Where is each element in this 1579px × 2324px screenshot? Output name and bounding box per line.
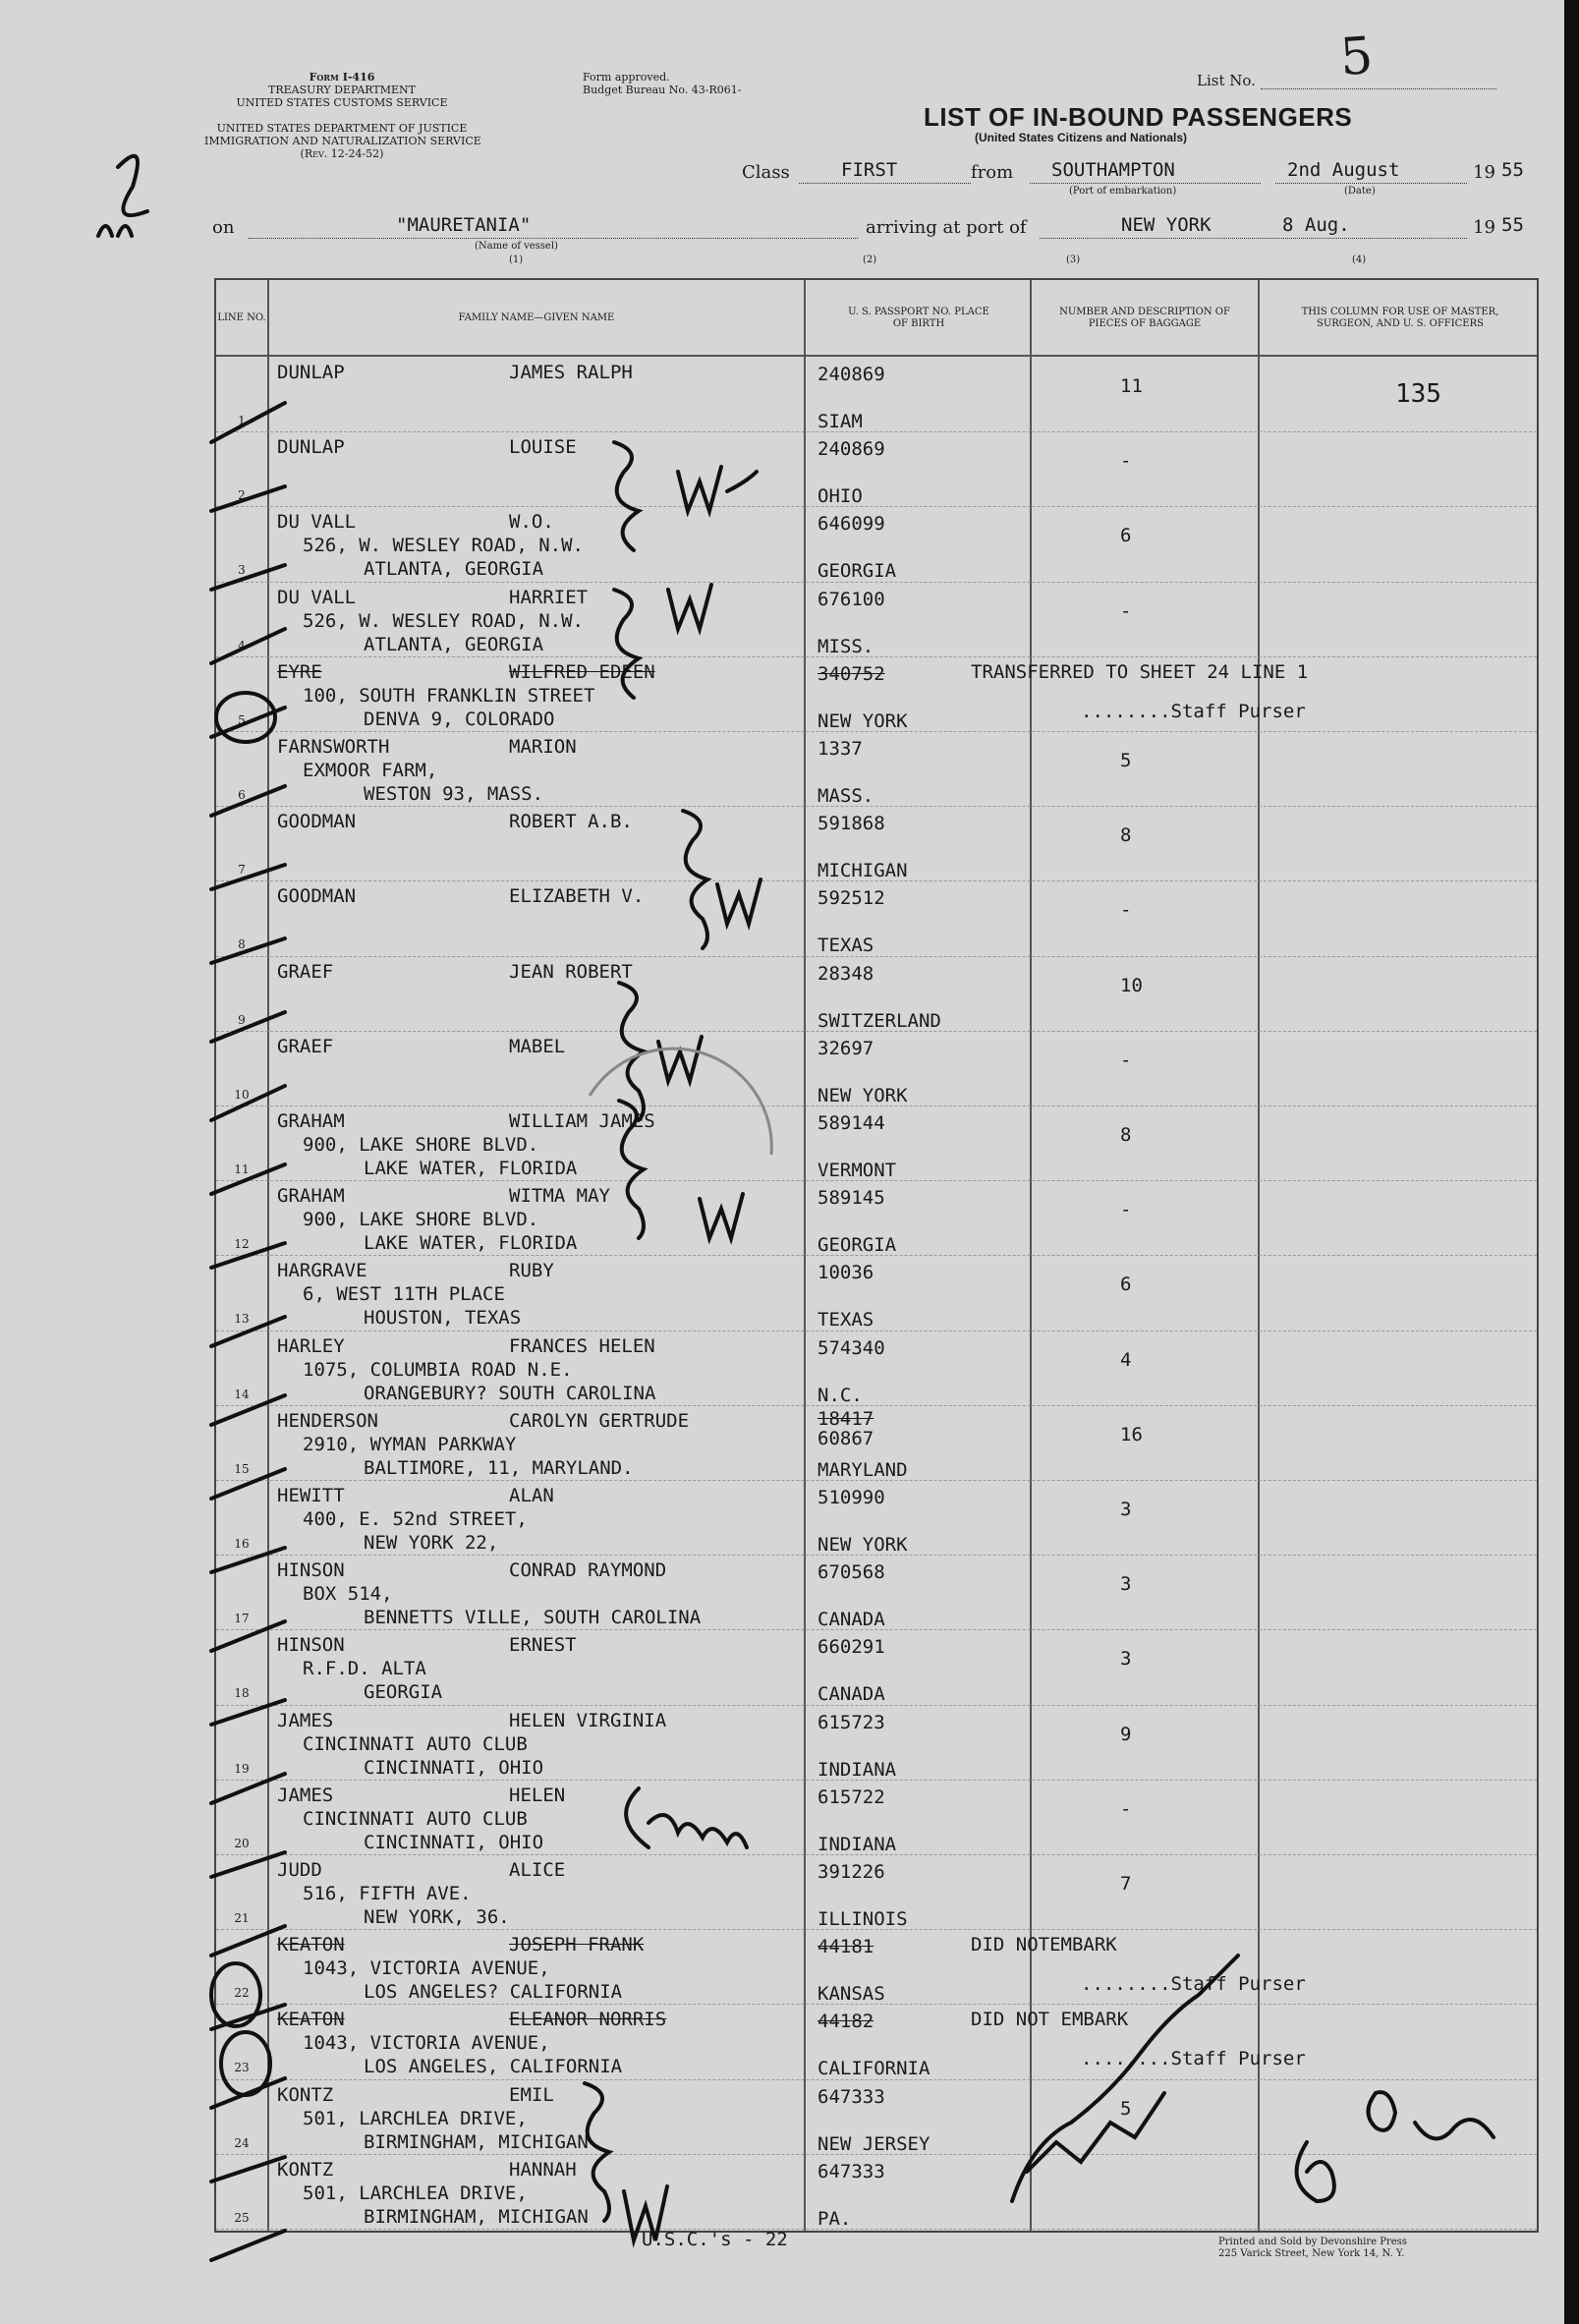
passenger-family-name: DU VALL — [277, 511, 357, 534]
row-divider — [216, 956, 1537, 957]
passenger-family-name: HEWITT — [277, 1485, 345, 1506]
passenger-family-name: GRAHAM — [277, 1110, 345, 1132]
place-of-birth: CANADA — [818, 1609, 885, 1631]
baggage-count: 5 — [1120, 2097, 1132, 2120]
line-number: 9 — [238, 1012, 246, 1027]
passport-number: 589145 — [818, 1187, 885, 1210]
line-number: 21 — [234, 1911, 250, 1925]
col-head-officers: THIS COLUMN FOR USE OF MASTER, SURGEON, AND U. S. OFFICERS — [1301, 307, 1499, 329]
line-number: 7 — [238, 863, 246, 878]
class-value: FIRST — [841, 159, 898, 181]
passenger-given-name: WITMA MAY — [509, 1185, 610, 1208]
row-divider — [216, 1180, 1537, 1181]
baggage-count: 16 — [1120, 1423, 1143, 1445]
col-num-3: (3) — [1066, 255, 1081, 265]
date-value: 2nd August — [1287, 159, 1400, 181]
passenger-family-name: JUDD — [277, 1859, 322, 1881]
passenger-address-line-1: R.F.D. ALTA — [303, 1658, 426, 1680]
line-number: 5 — [238, 712, 246, 727]
passport-number: 670568 — [818, 1561, 885, 1584]
place-of-birth: NEW YORK — [818, 1084, 908, 1106]
baggage-count: - — [1120, 1049, 1132, 1071]
baggage-count: - — [1120, 899, 1132, 922]
passenger-address-line-1: BOX 514, — [303, 1583, 393, 1606]
line-number: 2 — [238, 488, 246, 503]
line-number: 24 — [234, 2135, 250, 2150]
passenger-address-line-1: 900, LAKE SHORE BLVD. — [303, 1134, 539, 1156]
row-divider — [216, 1705, 1537, 1706]
baggage-count: 10 — [1120, 974, 1143, 996]
baggage-remark: DID NOTEMBARK — [971, 1934, 1117, 1956]
line-number: 22 — [234, 1986, 250, 2001]
passport-number: 1337 — [818, 738, 863, 760]
passenger-address-line-1: 501, LARCHLEA DRIVE, — [303, 2107, 528, 2129]
place-of-birth: ILLINOIS — [818, 1908, 908, 1930]
passenger-address-line-2: LOS ANGELES, CALIFORNIA — [364, 2056, 623, 2078]
row-divider — [216, 806, 1537, 807]
row-divider — [216, 1031, 1537, 1032]
place-of-birth: INDIANA — [818, 1833, 897, 1855]
col-head-line-no: LINE NO. — [217, 312, 266, 323]
line-number: 10 — [234, 1087, 250, 1102]
passenger-given-name: ROBERT A.B. — [509, 811, 633, 833]
baggage-count: 8 — [1120, 1124, 1132, 1146]
passport-number: 574340 — [818, 1336, 885, 1359]
row-divider — [216, 2229, 1537, 2230]
place-of-birth: TEXAS — [818, 1309, 874, 1332]
place-of-birth: MASS. — [818, 785, 874, 807]
line-number: 12 — [234, 1237, 250, 1252]
passenger-family-name: EYRE — [277, 660, 322, 683]
port-embark-rule — [1030, 183, 1261, 184]
passenger-address-line-1: 501, LARCHLEA DRIVE, — [303, 2182, 528, 2204]
form-revision: (Rev. 12-24-52) — [300, 147, 384, 160]
passenger-address-line-1: 516, FIFTH AVE. — [303, 1883, 472, 1904]
row-divider — [216, 656, 1537, 657]
page-title: LIST OF IN-BOUND PASSENGERS — [924, 102, 1353, 132]
place-of-birth: TEXAS — [818, 935, 874, 957]
list-no-value: 5 — [1337, 26, 1376, 88]
arriving-label: arriving at port of — [866, 217, 1027, 238]
place-of-birth: CANADA — [818, 1683, 885, 1706]
header-rule — [216, 355, 1537, 357]
total-count: U.S.C.'s - 22 — [642, 2229, 788, 2250]
passenger-address-line-1: 2910, WYMAN PARKWAY — [303, 1433, 517, 1455]
line-number: 11 — [234, 1162, 250, 1176]
place-of-birth: KANSAS — [818, 1983, 885, 2006]
row-divider — [216, 1929, 1537, 1930]
passenger-address-line-2: HOUSTON, TEXAS — [364, 1307, 522, 1330]
passenger-family-name: GOODMAN — [277, 811, 357, 833]
passenger-given-name: ELIZABETH V. — [509, 885, 645, 908]
staff-purser-note: ........Staff Purser — [1081, 700, 1306, 722]
place-of-birth: SIAM — [818, 411, 863, 432]
passport-number: 240869 — [818, 438, 885, 461]
place-of-birth: MISS. — [818, 635, 874, 657]
page-subtitle: (United States Citizens and Nationals) — [975, 131, 1188, 144]
passenger-given-name: CAROLYN GERTRUDE — [509, 1409, 690, 1432]
row-divider — [216, 2004, 1537, 2005]
printer-line-1: Printed and Sold by Devonshire Press — [1218, 2237, 1407, 2247]
passenger-family-name: JAMES — [277, 1709, 334, 1731]
approval-line-2: Budget Bureau No. 43-R061- — [583, 84, 742, 96]
row-divider — [216, 1255, 1537, 1256]
place-of-birth: GEORGIA — [818, 1234, 897, 1257]
place-of-birth: OHIO — [818, 485, 863, 508]
passenger-family-name: GOODMAN — [277, 885, 357, 908]
passenger-address-line-1: 100, SOUTH FRANKLIN STREET — [303, 684, 595, 707]
line-number: 16 — [234, 1537, 250, 1551]
row-divider — [216, 1629, 1537, 1630]
row-divider — [216, 1780, 1537, 1781]
passenger-given-name: JAMES RALPH — [509, 362, 633, 383]
col-num-1: (1) — [509, 255, 524, 265]
passenger-address-line-1: EXMOOR FARM, — [303, 760, 438, 781]
passenger-address-line-1: 900, LAKE SHORE BLVD. — [303, 1209, 539, 1231]
passenger-given-name: W.O. — [509, 511, 554, 534]
baggage-count: 7 — [1120, 1873, 1132, 1895]
vessel-name: "MAURETANIA" — [396, 214, 532, 236]
passenger-address-line-1: 1043, VICTORIA AVENUE, — [303, 1957, 550, 1980]
passenger-address-line-1: CINCINNATI AUTO CLUB — [303, 1732, 528, 1755]
on-label: on — [212, 217, 235, 238]
passport-number: 391226 — [818, 1861, 885, 1883]
passenger-given-name: RUBY — [509, 1260, 554, 1282]
baggage-count: 11 — [1120, 375, 1143, 397]
line-number: 23 — [234, 2061, 250, 2075]
passport-number: 32697 — [818, 1037, 874, 1059]
col-head-name: FAMILY NAME—GIVEN NAME — [458, 312, 615, 323]
place-of-birth: CALIFORNIA — [818, 2058, 930, 2080]
line-number: 20 — [234, 1836, 250, 1850]
date-rule — [1275, 183, 1467, 184]
row-divider — [216, 1331, 1537, 1332]
line-number: 6 — [238, 788, 246, 802]
line-number: 15 — [234, 1461, 250, 1476]
passenger-given-name: ALICE — [509, 1859, 566, 1881]
passenger-family-name: HENDERSON — [277, 1409, 378, 1432]
passenger-address-line-2: NEW YORK 22, — [364, 1532, 499, 1554]
printer-line-2: 225 Varick Street, New York 14, N. Y. — [1218, 2248, 1405, 2259]
list-no-rule — [1261, 88, 1496, 89]
passenger-address-line-2: CINCINNATI, OHIO — [364, 1756, 544, 1779]
col-num-2: (2) — [863, 255, 877, 265]
baggage-count: 3 — [1120, 1573, 1132, 1596]
list-no-label: List No. — [1197, 72, 1256, 89]
line-number: 13 — [234, 1312, 250, 1327]
passport-number: 60867 — [818, 1427, 874, 1449]
line-number: 19 — [234, 1761, 250, 1776]
arrival-rule — [1040, 238, 1467, 239]
passenger-family-name: HARGRAVE — [277, 1260, 367, 1282]
staff-purser-note: ........Staff Purser — [1081, 1973, 1306, 1996]
officer-note: 135 — [1395, 379, 1441, 409]
passenger-address-line-2: LAKE WATER, FLORIDA — [364, 1232, 578, 1255]
passenger-address-line-2: GEORGIA — [364, 1681, 443, 1704]
passenger-address-line-2: BIRMINGHAM, MICHIGAN — [364, 2205, 589, 2228]
date-caption: (Date) — [1344, 186, 1376, 197]
place-of-birth: MARYLAND — [818, 1458, 908, 1481]
passenger-given-name: FRANCES HELEN — [509, 1334, 655, 1357]
passport-number: 647333 — [818, 2160, 885, 2182]
page-inner — [57, 0, 1564, 2324]
port-embark-caption: (Port of embarkation) — [1069, 186, 1177, 197]
passenger-family-name: GRAEF — [277, 1035, 334, 1057]
row-divider — [216, 431, 1537, 432]
passenger-given-name: WILFRED EDEEN — [509, 660, 655, 683]
dept-justice: UNITED STATES DEPARTMENT OF JUSTICE — [216, 122, 468, 135]
passenger-address-line-2: DENVA 9, COLORADO — [364, 708, 555, 730]
passport-number: 646099 — [818, 513, 885, 536]
passenger-given-name: ELEANOR NORRIS — [509, 2009, 667, 2031]
printer-credit — [1218, 2237, 1407, 2260]
passenger-given-name: WILLIAM JAMES — [509, 1110, 655, 1132]
baggage-count: 4 — [1120, 1348, 1132, 1371]
passenger-family-name: DUNLAP — [277, 362, 345, 383]
row-divider — [216, 582, 1537, 583]
passport-number: 592512 — [818, 887, 885, 910]
passport-number: 28348 — [818, 962, 874, 985]
row-divider — [216, 1105, 1537, 1106]
place-of-birth: INDIANA — [818, 1758, 897, 1781]
passenger-family-name: DU VALL — [277, 586, 357, 608]
passenger-address-line-2: BENNETTS VILLE, SOUTH CAROLINA — [364, 1607, 702, 1629]
passport-number: 44182 — [818, 2011, 874, 2033]
passenger-given-name: LOUISE — [509, 436, 577, 459]
baggage-count: - — [1120, 1199, 1132, 1221]
passenger-given-name: EMIL — [509, 2083, 554, 2106]
vessel-caption: (Name of vessel) — [475, 241, 558, 252]
passenger-address-line-1: 526, W. WESLEY ROAD, N.W. — [303, 609, 584, 632]
line-number: 18 — [234, 1686, 250, 1701]
passenger-family-name: KEATON — [277, 1934, 345, 1956]
passenger-address-line-2: BALTIMORE, 11, MARYLAND. — [364, 1456, 634, 1479]
row-divider — [216, 880, 1537, 881]
baggage-count: 5 — [1120, 750, 1132, 771]
line-number: 3 — [238, 563, 246, 578]
passport-number: 615723 — [818, 1711, 885, 1733]
passenger-address-line-2: CINCINNATI, OHIO — [364, 1831, 544, 1853]
line-number: 17 — [234, 1612, 250, 1626]
passport-number: 340752 — [818, 662, 885, 685]
passport-number: 510990 — [818, 1487, 885, 1508]
passport-number: 589144 — [818, 1112, 885, 1134]
passport-number: 44181 — [818, 1936, 874, 1958]
passenger-family-name: HINSON — [277, 1559, 345, 1582]
place-of-birth: NEW JERSEY — [818, 2132, 930, 2155]
col-head-baggage: NUMBER AND DESCRIPTION OF PIECES OF BAGGAGE — [1059, 307, 1230, 329]
place-of-birth: SWITZERLAND — [818, 1009, 941, 1032]
class-label: Class — [742, 162, 790, 183]
row-divider — [216, 1480, 1537, 1481]
form-number: Form I-416 — [309, 71, 375, 84]
row-divider — [216, 2154, 1537, 2155]
baggage-count: - — [1120, 450, 1132, 473]
passenger-address-line-1: 1075, COLUMBIA ROAD N.E. — [303, 1358, 573, 1381]
class-rule — [799, 183, 971, 184]
passenger-address-line-2: LOS ANGELES? CALIFORNIA — [364, 1981, 623, 2004]
place-of-birth: PA. — [818, 2207, 852, 2230]
line-number: 14 — [234, 1387, 250, 1401]
row-divider — [216, 731, 1537, 732]
approval-block — [583, 71, 799, 96]
row-divider — [216, 1405, 1537, 1406]
form-info — [204, 71, 479, 109]
staff-purser-note: ........Staff Purser — [1081, 2048, 1306, 2070]
baggage-count: - — [1120, 1797, 1132, 1820]
passenger-given-name: ERNEST — [509, 1634, 577, 1657]
place-of-birth: MICHIGAN — [818, 860, 908, 882]
row-divider — [216, 506, 1537, 507]
passenger-family-name: KEATON — [277, 2009, 345, 2031]
passport-number: 660291 — [818, 1636, 885, 1659]
line-number: 1 — [238, 414, 246, 427]
vessel-rule — [249, 238, 858, 239]
line-number: 4 — [238, 638, 246, 652]
passport-number-struck: 18417 — [818, 1407, 874, 1430]
passenger-address-line-1: CINCINNATI AUTO CLUB — [303, 1807, 528, 1830]
passenger-family-name: KONTZ — [277, 2158, 334, 2181]
from-label: from — [971, 162, 1014, 183]
passenger-family-name: FARNSWORTH — [277, 736, 390, 758]
passenger-given-name: HANNAH — [509, 2158, 577, 2181]
passenger-address-line-2: ATLANTA, GEORGIA — [364, 633, 544, 655]
place-of-birth: VERMONT — [818, 1160, 897, 1181]
row-divider — [216, 2079, 1537, 2080]
passenger-given-name: JOSEPH FRANK — [509, 1934, 645, 1956]
col-head-passport: U. S. PASSPORT NO. PLACE OF BIRTH — [848, 307, 989, 329]
passenger-given-name: ALAN — [509, 1485, 554, 1506]
passport-number: 591868 — [818, 813, 885, 835]
passenger-given-name: CONRAD RAYMOND — [509, 1559, 667, 1582]
baggage-count: 8 — [1120, 824, 1132, 847]
passenger-family-name: HARLEY — [277, 1334, 345, 1357]
arrival-port: NEW YORK — [1121, 214, 1212, 236]
passenger-family-name: GRAEF — [277, 960, 334, 983]
line-number: 25 — [234, 2210, 250, 2225]
port-embark-value: SOUTHAMPTON — [1051, 159, 1175, 181]
baggage-count: 6 — [1120, 1274, 1132, 1296]
passenger-table — [214, 278, 1539, 2233]
passenger-address-line-2: LAKE WATER, FLORIDA — [364, 1158, 578, 1179]
place-of-birth: N.C. — [818, 1384, 863, 1406]
baggage-count: 9 — [1120, 1723, 1132, 1745]
passenger-address-line-1: 6, WEST 11TH PLACE — [303, 1283, 505, 1306]
approval-line-1: Form approved. — [583, 71, 670, 84]
baggage-count: 3 — [1120, 1648, 1132, 1671]
year-prefix: 19 — [1473, 162, 1495, 183]
passenger-address-line-1: 1043, VICTORIA AVENUE, — [303, 2032, 550, 2055]
passenger-address-line-1: 400, E. 52nd STREET, — [303, 1508, 528, 1530]
baggage-remark: DID NOT EMBARK — [971, 2009, 1129, 2031]
dept-justice-block — [204, 122, 479, 160]
place-of-birth: NEW YORK — [818, 1534, 908, 1556]
passenger-given-name: HARRIET — [509, 586, 589, 608]
col-num-4: (4) — [1352, 255, 1367, 265]
passenger-given-name: HELEN — [509, 1784, 566, 1806]
passenger-address-line-2: ORANGEBURY? SOUTH CAROLINA — [364, 1382, 656, 1404]
passenger-family-name: GRAHAM — [277, 1185, 345, 1208]
passenger-address-line-2: ATLANTA, GEORGIA — [364, 558, 544, 581]
passenger-address-line-1: 526, W. WESLEY ROAD, N.W. — [303, 535, 584, 557]
passport-number: 240869 — [818, 364, 885, 385]
passenger-family-name: JAMES — [277, 1784, 334, 1806]
row-divider — [216, 1555, 1537, 1556]
dept-treasury: TREASURY DEPARTMENT — [268, 84, 416, 96]
baggage-remark: TRANSFERRED TO SHEET 24 LINE 1 — [971, 660, 1309, 683]
place-of-birth: NEW YORK — [818, 709, 908, 732]
baggage-count: - — [1120, 599, 1132, 622]
dept-immigration: IMMIGRATION AND NATURALIZATION SERVICE — [204, 135, 481, 147]
row-divider — [216, 1854, 1537, 1855]
passenger-given-name: MARION — [509, 736, 577, 758]
passport-number: 676100 — [818, 588, 885, 610]
passport-number: 10036 — [818, 1262, 874, 1284]
arrival-date: 8 Aug. — [1282, 214, 1350, 236]
passenger-address-line-2: WESTON 93, MASS. — [364, 783, 544, 805]
baggage-count: 3 — [1120, 1499, 1132, 1520]
dept-customs: UNITED STATES CUSTOMS SERVICE — [236, 96, 448, 109]
baggage-count: 6 — [1120, 525, 1132, 547]
line-number: 8 — [238, 937, 246, 952]
passenger-address-line-2: BIRMINGHAM, MICHIGAN — [364, 2130, 589, 2153]
year-suffix: 55 — [1501, 159, 1524, 181]
place-of-birth: GEORGIA — [818, 560, 897, 583]
arrival-year-prefix: 19 — [1473, 217, 1495, 238]
passenger-given-name: MABEL — [509, 1035, 566, 1057]
passenger-address-line-2: NEW YORK, 36. — [364, 1906, 510, 1928]
passenger-family-name: KONTZ — [277, 2083, 334, 2106]
passenger-given-name: JEAN ROBERT — [509, 960, 633, 983]
passport-number: 615722 — [818, 1786, 885, 1808]
arrival-year-suffix: 55 — [1501, 214, 1524, 236]
passenger-given-name: HELEN VIRGINIA — [509, 1709, 667, 1731]
passport-number: 647333 — [818, 2085, 885, 2108]
passenger-family-name: HINSON — [277, 1634, 345, 1657]
passenger-family-name: DUNLAP — [277, 436, 345, 459]
